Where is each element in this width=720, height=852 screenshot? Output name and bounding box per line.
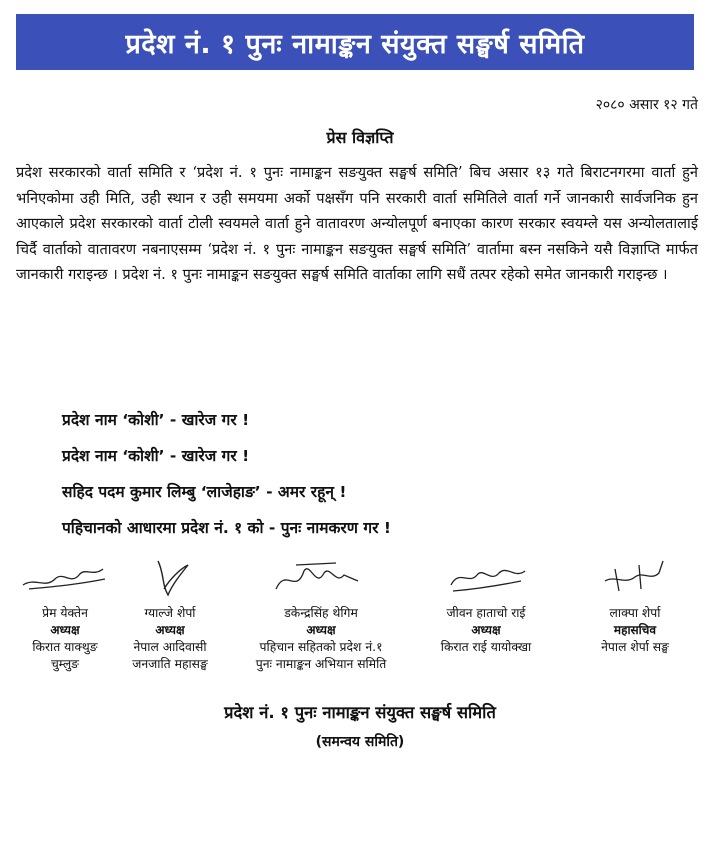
signatory-name: ग्याल्जे शेर्पा [144,606,196,620]
signatory-2 [110,555,230,673]
subject-title: प्रेस विज्ञप्ति [326,128,394,147]
signatory-5 [580,555,690,656]
date: २०८० असार १२ गते [595,97,698,113]
signatory-name: जीवन हाताचो राई [446,606,526,620]
signatory-org: पुनः नामाङ्कन अभियान समिति [255,657,387,671]
signatory-name: लाक्पा शेर्पा [609,606,661,620]
signatory-org: चुम्लुङ [50,657,80,671]
slogan: पहिचानको आधारमा प्रदेश नं. १ को - पुनः नामकरण गर ! [62,519,391,537]
header-banner [16,14,694,70]
signature-mark [140,555,200,599]
signature-mark [441,555,531,599]
footer-subtitle: (समन्वय समिति) [315,734,405,750]
signatory-role: अध्यक्ष [50,623,80,637]
footer-title: प्रदेश नं. १ पुनः नामाङ्कन संयुक्त सङ्घर्ष समिति [224,703,496,722]
signatory-role: अध्यक्ष [306,623,336,637]
slogan: सहिद पदम कुमार लिम्बु ‘लाजेहाङ’ - अमर रहून् ! [62,483,347,501]
slogan: प्रदेश नाम ‘कोशी’ - खारेज गर ! [62,447,250,465]
signatory-role: अध्यक्ष [471,623,501,637]
signatory-role: अध्यक्ष [155,623,185,637]
body-paragraph: प्रदेश सरकारको वार्ता समिति र ‘प्रदेश नं. १ पुनः नामाङ्कन सङयुक्त सङ्घर्ष समिति’ बिच असार १३ गते बिराटनगरमा वार्ता हुने भनिएकोमा उही मिति, उही स्थान र उही समयमा अर्को पक्षसँग पनि सरकारी वार्ता समितिले वार्ता गर्ने जानकारी सार्वजनिक हुन आएकाले प्रदेश सरकारको वार्ता टोली स्वयमले वार्ता हुने वातावरण अन्योलपूर्ण बनाएका कारण सरकार स्वयम्ले यस अन्योलतालाई चिर्दै वार्ताको वातावरण नबनाएसम्म ‘प्रदेश नं. १ पुनः नामाङ्कन सङयुक्त सङ्घर्ष समिति’ वार्तामा बस्न नसकिने यसै विज्ञाप्ति मार्फत जानकारी गराइन्छ । प्रदेश नं. १ पुनः नामाङ्कन सङयुक्त सङ्घर्ष समिति वार्ताका लागि सधैं तत्पर रहेको समेत जानकारी गराइन्छ । [16,164,698,284]
signatories [0,555,720,695]
signatory-4 [420,555,552,656]
signatory-3 [238,555,404,673]
header-title: प्रदेश नं. १ पुनः नामाङ्कन संयुक्त सङ्घर्ष समिति [125,28,585,60]
signatory-org: किरात राई यायोक्खा [440,640,532,654]
signatory-org: नेपाल आदिवासी [133,640,207,654]
signature-mark [266,555,376,599]
signatory-org: किरात याक्थुङ [32,640,98,654]
signatory-1 [10,555,120,673]
signatory-name: डकेन्द्रसिंह थेगिम [284,606,358,620]
slogans-list [62,402,391,546]
signatory-org: नेपाल शेर्पा सङ्घ [601,640,669,654]
signature-mark [15,555,115,599]
signatory-role: महासचिव [613,623,657,637]
signatory-org: पहिचान सहितको प्रदेश नं.१ [259,640,383,654]
slogan: प्रदेश नाम ‘कोशी’ - खारेज गर ! [62,411,250,429]
signatory-org: जनजाति महासङ्घ [132,657,208,671]
signature-mark [595,555,675,599]
signatory-name: प्रेम येक्तेन [42,606,88,620]
